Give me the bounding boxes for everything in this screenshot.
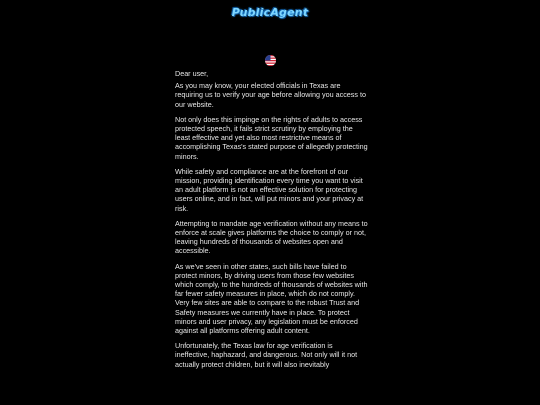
- letter-paragraph: As you may know, your elected officials in Texas are requiring us to verify your age before allowing you access to our website.: [175, 81, 366, 109]
- site-logo[interactable]: PublicAgent: [231, 6, 309, 19]
- age-verification-letter: [175, 69, 368, 375]
- letter-paragraph: Attempting to mandate age verification without any means to enforce at scale gives platforms the choice to comply or not, leaving hundreds of thousands of websites open and accessible.: [175, 218, 368, 256]
- letter-paragraph: As we've seen in other states, such bills have failed to protect minors, by driving users from those few websites which comply, to the hundreds of thousands of websites with far fewer safety measures in place, which do not comply. Very few sites are able to compare to the robust Trust and Safety measures we currently have in place. To protect minors and user privacy, any legislation must be enforced against all platforms offering adult content.: [175, 261, 368, 336]
- letter-paragraph: Not only does this impinge on the rights of adults to access protected speech, it fails strict scrutiny by employing the least effective and yet also most restrictive means of accomplishing Texas's stated purpose of allegedly protecting minors.: [175, 114, 368, 161]
- us-flag-icon: [265, 55, 276, 66]
- letter-greeting: Dear user,: [175, 69, 209, 78]
- letter-paragraph: Unfortunately, the Texas law for age verification is ineffective, haphazard, and dangerous. Not only will it not actually protect children, but it will also inevitably: [175, 341, 358, 369]
- language-selector[interactable]: [265, 55, 276, 66]
- letter-paragraph: While safety and compliance are at the forefront of our mission, providing identification every time you want to visit an adult platform is not an effective solution for protecting users online, and in fact, will put minors and your privacy at risk.: [175, 166, 364, 213]
